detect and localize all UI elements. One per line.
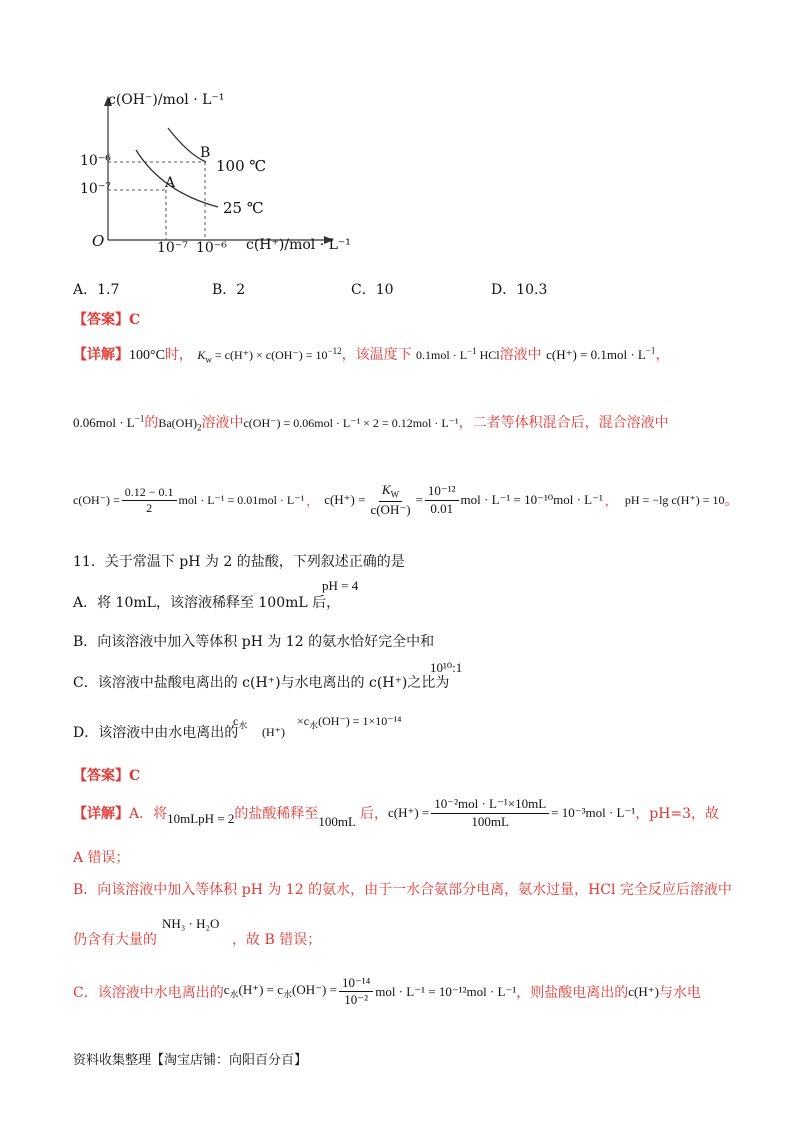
q11-option-a <box>73 592 340 612</box>
q11-detail-b-math: NH₃ · H₂O <box>162 916 220 931</box>
graph-x-label: c(H⁺)/mol · L⁻¹ <box>246 237 351 253</box>
numerator: 10⁻²mol · L⁻¹×10mL <box>431 796 549 813</box>
dilution-fraction <box>431 796 549 830</box>
water-expr <box>224 982 337 1001</box>
baoh-sub: 2 <box>196 422 202 433</box>
kw-sub: W <box>390 489 400 500</box>
c-symbol: c <box>223 982 230 998</box>
graph-origin: O <box>92 232 105 250</box>
water-fraction <box>339 975 373 1009</box>
numerator: 10⁻¹⁴ <box>339 975 373 992</box>
text: 溶液中 <box>201 415 244 431</box>
text: ，二者等体积混合后，混合溶液中 <box>458 415 669 431</box>
baoh-formula: Ba(OH) <box>158 416 197 430</box>
conc-exp: −1 <box>134 413 145 424</box>
hcl-conc <box>416 348 500 362</box>
q10-answer <box>73 309 140 329</box>
text: 后， <box>359 806 388 822</box>
ph-expr: pH = −lg c(H⁺) = 10 <box>624 492 725 507</box>
c-sub: 水 <box>229 990 239 1001</box>
answer-tag: 【答案】 <box>73 312 129 328</box>
numerator: 10⁻¹² <box>425 483 459 500</box>
option-text: D．该溶液中由水电离出的 <box>73 725 239 741</box>
h-rhs: mol · L⁻¹ = 10⁻¹⁰mol · L⁻¹ <box>460 492 603 508</box>
oh-eq: c(OH⁻) = 0.06mol · L⁻¹ × 2 = 0.12mol · L⁻¹ <box>243 416 459 430</box>
y-tick-1e7: 10⁻⁷ <box>80 181 111 197</box>
q11-detail-b-line1: B．向该溶液中加入等体积 pH 为 12 的氨水，由于一水合氨部分电离，氨水过量，HCl 完全反应后溶液中 <box>73 882 732 898</box>
text: ， <box>655 347 670 363</box>
text: A．将 <box>129 806 168 822</box>
numerator <box>379 482 402 502</box>
denominator: 0.01 <box>430 500 454 516</box>
kw-expr <box>197 346 342 365</box>
h-exp: −1 <box>645 345 656 356</box>
h-lhs: c(H⁺) = <box>324 492 366 508</box>
c-symbol: c <box>233 714 239 728</box>
temp: 100°C <box>129 348 165 363</box>
q11-option-a-math: pH = 4 <box>322 578 359 593</box>
q10-detail-line3 <box>73 482 739 518</box>
text: 。 <box>724 494 739 510</box>
q11-option-d-math2: (H⁺) <box>262 725 285 739</box>
eq: = <box>415 492 423 508</box>
kw-eq: = c(H⁺) × c(OH⁻) = 10 <box>211 348 328 362</box>
text: ， <box>604 493 617 508</box>
option-text: A．将 10mL，该溶液稀释至 100mL 后， <box>73 595 341 611</box>
math: 100mL <box>318 814 356 829</box>
q11-option-d-math3 <box>297 714 401 731</box>
text: ，pH=3，故 <box>635 806 720 822</box>
point-b-label: B <box>200 145 211 161</box>
conc: 0.06mol · L <box>73 415 135 430</box>
text: C．该溶液中水电离出的 <box>73 984 224 1001</box>
text: ，则盐酸电离出的 <box>516 984 629 1001</box>
x-tick-1e7: 10⁻⁷ <box>157 240 188 256</box>
graph-y-label: c(OH⁻)/mol · L⁻¹ <box>108 92 225 108</box>
h-eq: c(H⁺) = 0.1mol · L <box>546 347 646 362</box>
answer-tag: 【答案】 <box>73 768 129 784</box>
h-rhs: = 10⁻³mol · L⁻¹ <box>551 805 636 820</box>
times-c: ×c <box>297 714 310 728</box>
mid: (H⁺) = c <box>238 982 284 998</box>
kw-fraction <box>367 482 413 518</box>
y-tick-1e6: 10⁻⁶ <box>80 153 111 169</box>
answer-value: C <box>129 312 141 328</box>
kw-symbol: K <box>197 348 206 362</box>
detail-tag: 【详解】 <box>73 347 129 363</box>
q11-stem: 11．关于常温下 pH 为 2 的盐酸，下列叙述正确的是 <box>73 554 405 570</box>
h-conc <box>546 347 655 362</box>
oh-rhs: mol · L⁻¹ = 0.01mol · L⁻¹ <box>178 492 305 507</box>
q10-option-a: A．1.7 <box>73 282 120 298</box>
denominator: 2 <box>146 500 153 515</box>
denominator: 100mL <box>471 813 509 829</box>
text: 与水电 <box>658 984 701 1001</box>
curve-100-label: 100 ℃ <box>216 157 267 175</box>
text: ，该温度下 <box>341 347 412 363</box>
water-rhs: mol · L⁻¹ = 10⁻¹²mol · L⁻¹ <box>375 983 517 999</box>
h-lhs: c(H⁺) = <box>387 805 430 820</box>
answer-value: C <box>129 768 141 784</box>
numerator: 0.12 − 0.1 <box>122 485 177 501</box>
denominator: 10⁻² <box>344 992 368 1008</box>
detail-tag: 【详解】 <box>73 806 129 822</box>
math: 10mLpH = 2 <box>167 811 235 826</box>
q10-detail-line2 <box>73 412 669 432</box>
text: 的 <box>144 415 159 431</box>
c-sub: 水 <box>238 720 248 731</box>
q11-option-b: B．向该溶液中加入等体积 pH 为 12 的氨水恰好完全中和 <box>73 634 435 650</box>
q10-option-d: D．10.3 <box>491 282 548 298</box>
q10-detail-line1 <box>73 344 669 364</box>
q11-detail-b-line2 <box>73 929 157 949</box>
text: 溶液中 <box>499 347 542 363</box>
q10-option-c: C．10 <box>351 282 394 298</box>
kw-sub: w <box>205 354 212 365</box>
curve-25-label: 25 ℃ <box>223 199 264 217</box>
denominator: c(OH⁻) <box>370 501 411 517</box>
text: 仍含有大量的 <box>73 932 157 948</box>
c-sub: 水 <box>309 720 319 731</box>
kw-symbol: K <box>381 482 391 497</box>
x-tick-1e6: 10⁻⁶ <box>196 240 227 256</box>
oh-fraction <box>122 485 177 516</box>
q11-option-c-math: 10¹⁰:1 <box>430 660 463 675</box>
text: ， <box>306 493 319 508</box>
q11-option-d <box>73 722 238 742</box>
conc: 0.1mol · L <box>416 348 468 362</box>
baoh-conc <box>73 415 144 430</box>
kw-exp: −12 <box>327 346 342 356</box>
q11-option-c: C．该溶液中盐酸电离出的 c(H⁺)与水电离出的 c(H⁺)之比为 <box>73 675 450 691</box>
text: 时， <box>164 347 193 363</box>
q10-option-b: B．2 <box>212 282 246 298</box>
q11-detail-a-line2: A 错误； <box>73 850 130 866</box>
q11-answer <box>73 765 140 785</box>
point-a-label: A <box>165 175 176 191</box>
q11-detail-c <box>73 975 701 1009</box>
oh-lhs: c(OH⁻) = <box>73 492 120 507</box>
c-sub: 水 <box>283 990 293 1001</box>
value-fraction <box>425 483 459 517</box>
conc-exp: −1 <box>467 346 477 356</box>
q11-option-d-math1 <box>233 714 247 731</box>
oh: (OH⁻) = <box>292 982 337 998</box>
page-footer: 资料收集整理【淘宝店铺：向阳百分百】 <box>73 1053 308 1068</box>
oh-tail: (OH⁻) = 1×10⁻¹⁴ <box>318 714 402 728</box>
q11-detail-a <box>73 796 719 830</box>
h-expr: c(H⁺) <box>628 983 659 999</box>
hcl: HCl <box>476 348 500 362</box>
q11-detail-b-end: ，故 B 错误； <box>232 932 322 948</box>
baoh <box>158 416 202 433</box>
text: 的盐酸稀释至 <box>234 806 319 822</box>
